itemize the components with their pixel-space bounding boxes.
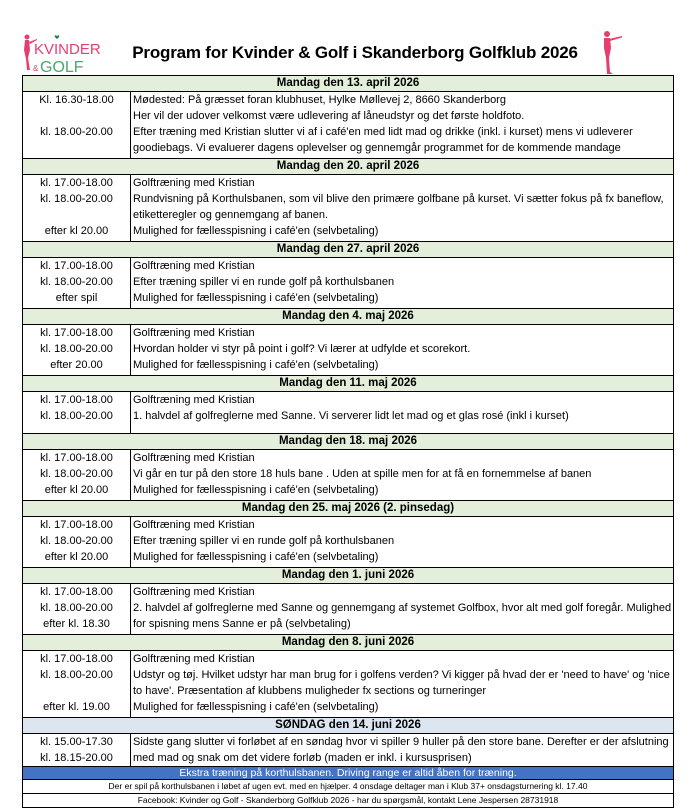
time-cell: kl. 17.00-18.00: [40, 653, 113, 665]
day-header: Mandag den 1. juni 2026: [23, 568, 673, 584]
day-header: Mandag den 27. april 2026: [23, 242, 673, 258]
time-cell: kl. 18.00-20.00: [40, 535, 113, 547]
description-column: [131, 392, 673, 433]
activity-cell: Efter træning med Kristian slutter vi af i café'en med lidt mad og drikke (inkl. i kurset) mens vi udleverer: [133, 126, 633, 138]
time-cell: efter spil: [55, 292, 98, 304]
activity-cell: Mulighed for fællesspisning i café'en (selvbetaling): [133, 225, 379, 237]
facebook-contact-note: Facebook: Kvinder og Golf - Skanderborg Golfklub 2026 - har du spørgsmål, kontakt Lene Jespersen 28731918: [23, 794, 673, 808]
page-title: Program for Kvinder & Golf i Skanderborg Golfklub 2026: [132, 43, 578, 62]
description-column: [131, 517, 673, 567]
day-header: SØNDAG den 14. juni 2026: [23, 718, 673, 734]
time-cell: efter kl 20.00: [44, 484, 109, 496]
activity-cell: Golftræning med Kristian: [133, 452, 255, 464]
logo-word-golf: GOLF: [40, 59, 84, 74]
kvinder-golf-logo: [20, 32, 112, 74]
activity-cell: Mulighed for fællesspisning i café'en (selvbetaling): [133, 292, 379, 304]
activity-cell: Mødested: På græsset foran klubhuset, Hylke Møllevej 2, 8660 Skanderborg: [133, 94, 506, 106]
time-column: [23, 517, 131, 567]
time-cell: kl. 18.00-20.00: [40, 193, 113, 205]
time-cell: efter 20.00: [50, 359, 103, 371]
time-cell: kl. 18.15-20.00: [40, 752, 113, 764]
time-cell: [23, 207, 130, 223]
day-schedule-block: [23, 734, 673, 767]
activity-cell: med mad og snak om det videre forløb (maden er inkl. i kursusprisen): [133, 752, 472, 764]
info-note: Der er spil på korthulsbanen i løbet af ugen evt. med en hjælper. 4 onsdage deltager man i Klub 37+ onsdagsturnering kl. 17.40: [23, 780, 673, 794]
activity-cell: Her vil der udover velkomst være udlevering af låneudstyr og det første holdfoto.: [133, 110, 525, 122]
day-schedule-block: [23, 450, 673, 501]
activity-cell: 2. halvdel af golfreglerne med Sanne og gennemgang af systemet Golfbox, hvor alt med golf foregår. Mulighed: [133, 602, 672, 614]
activity-cell: Mulighed for fællesspisning i café'en (selvbetaling): [133, 359, 379, 371]
day-schedule-block: [23, 175, 673, 242]
extra-training-banner: Ekstra træning på korthulsbanen. Driving range er altid åben for træning.: [23, 767, 673, 780]
time-cell: Kl. 16.30-18.00: [39, 94, 114, 106]
time-cell: kl. 17.00-18.00: [40, 327, 113, 339]
activity-cell: Mulighed for fællesspisning i café'en (selvbetaling): [133, 484, 379, 496]
time-column: [23, 584, 131, 634]
activity-cell: Hvordan holder vi styr på point i golf? Vi lærer at udfylde et scorekort.: [133, 343, 471, 355]
golfer-silhouette-icon: [600, 28, 624, 76]
time-cell: kl. 18.00-20.00: [40, 602, 113, 614]
time-column: [23, 175, 131, 241]
day-header: Mandag den 18. maj 2026: [23, 434, 673, 450]
description-column: [131, 258, 673, 308]
day-schedule-block: [23, 517, 673, 568]
schedule-table: [22, 75, 674, 808]
activity-cell: Mulighed for fællesspisning i café'en (selvbetaling): [133, 701, 379, 713]
day-schedule-block: [23, 258, 673, 309]
time-cell: kl. 17.00-18.00: [40, 177, 113, 189]
day-header: Mandag den 20. april 2026: [23, 159, 673, 175]
time-cell: efter kl. 19.00: [43, 701, 110, 713]
activity-cell: Golftræning med Kristian: [133, 519, 255, 531]
activity-cell: Golftræning med Kristian: [133, 260, 255, 272]
time-column: [23, 450, 131, 500]
time-cell: [23, 683, 130, 699]
activity-cell: Vi går en tur på den store 18 huls bane . Uden at spille men for at få en fornemmelse af banen: [133, 468, 592, 480]
time-cell: kl. 18.00-20.00: [40, 468, 113, 480]
description-column: [131, 584, 673, 634]
description-column: [131, 734, 673, 766]
time-column: [23, 258, 131, 308]
svg-text:&: &: [33, 64, 39, 73]
time-cell: kl. 17.00-18.00: [40, 260, 113, 272]
day-schedule-block: [23, 325, 673, 376]
day-schedule-block: [23, 651, 673, 718]
activity-cell: Rundvisning på Korthulsbanen, som vil blive den primære golfbane på kurset. Vi sætter fokus på fx baneflow,: [133, 193, 664, 205]
time-column: [23, 325, 131, 375]
activity-cell: Efter træning spiller vi en runde golf på korthulsbanen: [133, 276, 395, 288]
activity-cell: goodiebags. Vi evaluerer dagens oplevelser og gennemgår programmet for de kommende mandage: [133, 142, 621, 154]
activity-cell: Sidste gang slutter vi forløbet af en søndag hvor vi spiller 9 huller på den store bane. Derefter er der afslutning: [133, 736, 669, 748]
activity-cell: Golftræning med Kristian: [133, 177, 255, 189]
day-header: Mandag den 11. maj 2026: [23, 376, 673, 392]
time-cell: kl. 18.00-20.00: [40, 276, 113, 288]
time-cell: [23, 140, 130, 156]
activity-cell: Golftræning med Kristian: [133, 327, 255, 339]
time-cell: efter kl. 18.30: [43, 618, 110, 630]
day-header: Mandag den 25. maj 2026 (2. pinsedag): [23, 501, 673, 517]
description-column: [131, 325, 673, 375]
time-column: [23, 392, 131, 433]
time-cell: kl. 17.00-18.00: [40, 394, 113, 406]
activity-cell: Golftræning med Kristian: [133, 653, 255, 665]
time-cell: kl. 17.00-18.00: [40, 586, 113, 598]
activity-cell: etiketteregler og gennemgang af banen.: [133, 209, 329, 221]
description-column: [131, 651, 673, 717]
time-cell: [23, 108, 130, 124]
time-cell: kl. 18.00-20.00: [40, 126, 113, 138]
day-header: Mandag den 8. juni 2026: [23, 635, 673, 651]
activity-cell: Mulighed for fællesspisning i café'en (selvbetaling): [133, 551, 379, 563]
time-cell: kl. 17.00-18.00: [40, 452, 113, 464]
day-header: Mandag den 13. april 2026: [23, 76, 673, 92]
time-cell: efter kl 20.00: [44, 225, 109, 237]
time-cell: kl. 17.00-18.00: [40, 519, 113, 531]
time-column: [23, 651, 131, 717]
day-schedule-block: [23, 92, 673, 159]
logo-word-kvinder: KVINDER: [34, 41, 101, 58]
description-column: [131, 450, 673, 500]
description-column: [131, 175, 673, 241]
time-cell: efter kl 20.00: [44, 551, 109, 563]
time-cell: kl. 18.00-20.00: [40, 410, 113, 422]
day-schedule-block: [23, 584, 673, 635]
time-column: [23, 734, 131, 766]
activity-cell: for spisning mens Sanne er på (selvbetaling): [133, 618, 351, 630]
day-schedule-block: [23, 392, 673, 434]
time-cell: kl. 18.00-20.00: [40, 669, 113, 681]
description-column: [131, 92, 673, 158]
activity-cell: Golftræning med Kristian: [133, 394, 255, 406]
activity-cell: to have'. Præsentation af klubbens muligheder fx sections og turneringer: [133, 685, 487, 697]
time-cell: kl. 18.00-20.00: [40, 343, 113, 355]
time-cell: kl. 15.00-17.30: [40, 736, 113, 748]
activity-cell: 1. halvdel af golfreglerne med Sanne. Vi serverer lidt let mad og et glas rosé (inkl i kurset): [133, 410, 569, 422]
activity-cell: Efter træning spiller vi en runde golf på korthulsbanen: [133, 535, 395, 547]
activity-cell: Udstyr og tøj. Hvilket udstyr har man brug for i golfens verden? Vi kigger på hvad der er 'need to have' og 'nice: [133, 669, 670, 681]
day-header: Mandag den 4. maj 2026: [23, 309, 673, 325]
activity-cell: Golftræning med Kristian: [133, 586, 255, 598]
time-column: [23, 92, 131, 158]
